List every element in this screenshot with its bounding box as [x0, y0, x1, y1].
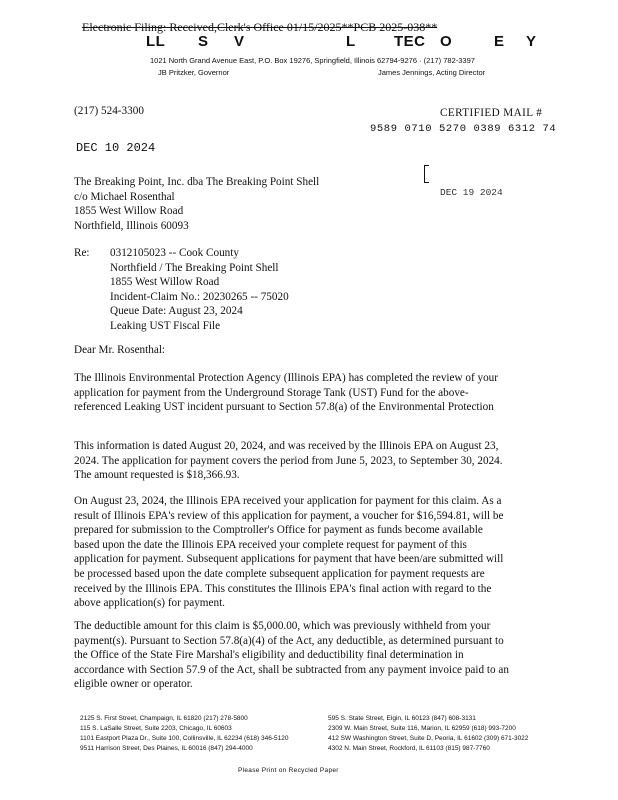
recipient-line: Northfield, Illinois 60093 — [74, 219, 189, 232]
paragraph-line: received by the Illinois EPA. This constitutes the Illinois EPA's final action with regard to the — [74, 582, 492, 595]
salutation: Dear Mr. Rosenthal: — [74, 344, 166, 356]
recipient-block — [74, 175, 550, 233]
paragraph-line: application for payment. Subsequent applications for payment that have been/are submitted will — [74, 553, 504, 566]
agency-letter: O — [440, 33, 453, 50]
agency-letter: LL — [146, 33, 166, 50]
paragraph-line: The amount requested is $18,366.93. — [74, 469, 240, 482]
paragraph-voucher — [74, 494, 550, 611]
recipient-line: c/o Michael Rosenthal — [74, 190, 175, 203]
re-line: 1855 West Willow Road — [110, 276, 220, 289]
paragraph-line: The deductible amount for this claim is $5,000.00, which was previously withheld from your — [74, 620, 491, 632]
agency-letter: E — [494, 33, 505, 50]
paragraph-line: On August 23, 2024, the Illinois EPA received your application for payment for this claim. As a — [74, 495, 502, 507]
re-line: Incident-Claim No.: 20230265 -- 75020 — [110, 290, 289, 303]
footer-address: 1101 Eastport Plaza Dr., Suite 100, Collinsville, IL 62234 (618) 346-5120 — [80, 735, 289, 742]
paragraph-line: the Office of the State Fire Marshal's eligibility and deductibility final determination in — [74, 649, 464, 662]
agency-letter: V — [234, 33, 245, 50]
paragraph-line: be processed based upon the date complete subsequent application for payment requests are — [74, 567, 485, 580]
paragraph-dates — [74, 439, 550, 483]
certified-mail-number: 9589 0710 5270 0389 6312 74 — [370, 123, 557, 135]
recycled-paper-note: Please Print on Recycled Paper — [238, 767, 339, 774]
filing-stamp-text: Electronic Filing: Received,Clerk's Office 01/15/2025**PCB 2025-038** — [82, 20, 438, 34]
paragraph-line: referenced Leaking UST incident pursuant to Section 57.8(a) of the Environmental Protection — [74, 401, 494, 414]
footer-address: 595 S. State Street, Elgin, IL 60123 (847) 608-3131 — [328, 715, 476, 722]
footer-address: 2125 S. First Street, Champaign, IL 61820 (217) 278-5800 — [80, 715, 248, 722]
received-stamp: DEC 19 2024 — [440, 187, 503, 198]
paragraph-line: payment(s). Pursuant to Section 57.8(a)(4) of the Act, any deductible, as determined pursuant to — [74, 634, 504, 647]
recipient-line: 1855 West Willow Road — [74, 205, 184, 218]
paragraph-line: application for payment from the Underground Storage Tank (UST) Fund for the above- — [74, 386, 469, 399]
paragraph-line: eligible owner or operator. — [74, 678, 193, 691]
agency-letterhead — [146, 33, 546, 51]
footer-address: 115 S. LaSalle Street, Suite 2203, Chicago, IL 60603 — [80, 725, 232, 732]
footer-address: 9511 Harrison Street, Des Plaines, IL 60016 (847) 294-4000 — [80, 745, 253, 752]
paragraph-deductible — [74, 619, 550, 692]
footer-address: 2309 W. Main Street, Suite 116, Marion, IL 62959 (618) 993-7200 — [328, 725, 516, 732]
agency-letter: L — [346, 33, 356, 50]
paragraph-line: prepared for submission to the Comptroller's Office for payment as funds become available — [74, 524, 483, 537]
paragraph-line: This information is dated August 20, 2024, and was received by the Illinois EPA on August 23, — [74, 440, 499, 452]
director-name: James Jennings, Acting Director — [378, 68, 486, 77]
phone-number: (217) 524-3300 — [74, 105, 144, 117]
footer-right-column — [328, 714, 528, 754]
agency-address: 1021 North Grand Avenue East, P.O. Box 19276, Springfield, Illinois 62794-9276 · (217) 782-3397 — [150, 56, 475, 65]
paragraph-line: The Illinois Environmental Protection Agency (Illinois EPA) has completed the review of your — [74, 372, 498, 384]
re-line: Queue Date: August 23, 2024 — [110, 305, 243, 318]
agency-letter: Y — [526, 33, 537, 50]
re-line: Leaking UST Fiscal File — [110, 319, 221, 332]
paragraph-line: based upon the date the Illinois EPA received your complete request for payment of this — [74, 538, 467, 551]
footer-address: 4302 N. Main Street, Rockford, IL 61103 (815) 987-7760 — [328, 745, 490, 752]
date-stamp: DEC 10 2024 — [76, 141, 156, 155]
agency-letter: TEC — [394, 33, 426, 50]
re-line: 0312105023 -- Cook County — [110, 247, 239, 259]
re-label: Re: — [74, 247, 90, 259]
governor-name: JB Pritzker, Governor — [158, 68, 230, 77]
footer-left-column — [80, 714, 289, 754]
agency-letter: S — [198, 33, 209, 50]
paragraph-line: above application(s) for payment. — [74, 597, 225, 610]
paragraph-line: accordance with Section 57.9 of the Act, shall be subtracted from any payment invoice paid to an — [74, 663, 509, 676]
footer-address: 412 SW Washington Street, Suite D, Peoria, IL 61602 (309) 671-3022 — [328, 735, 529, 742]
certified-mail-label: CERTIFIED MAIL # — [440, 107, 543, 119]
paragraph-review — [74, 371, 550, 415]
paragraph-line: 2024. The application for payment covers the period from June 5, 2023, to September 30, 2024. — [74, 454, 503, 467]
re-line: Northfield / The Breaking Point Shell — [110, 261, 279, 274]
recipient-line: The Breaking Point, Inc. dba The Breaking Point Shell — [74, 176, 320, 188]
re-block — [110, 246, 510, 334]
paragraph-line: result of Illinois EPA's review of this application for payment, a voucher for $16,594.81, will be — [74, 509, 504, 522]
